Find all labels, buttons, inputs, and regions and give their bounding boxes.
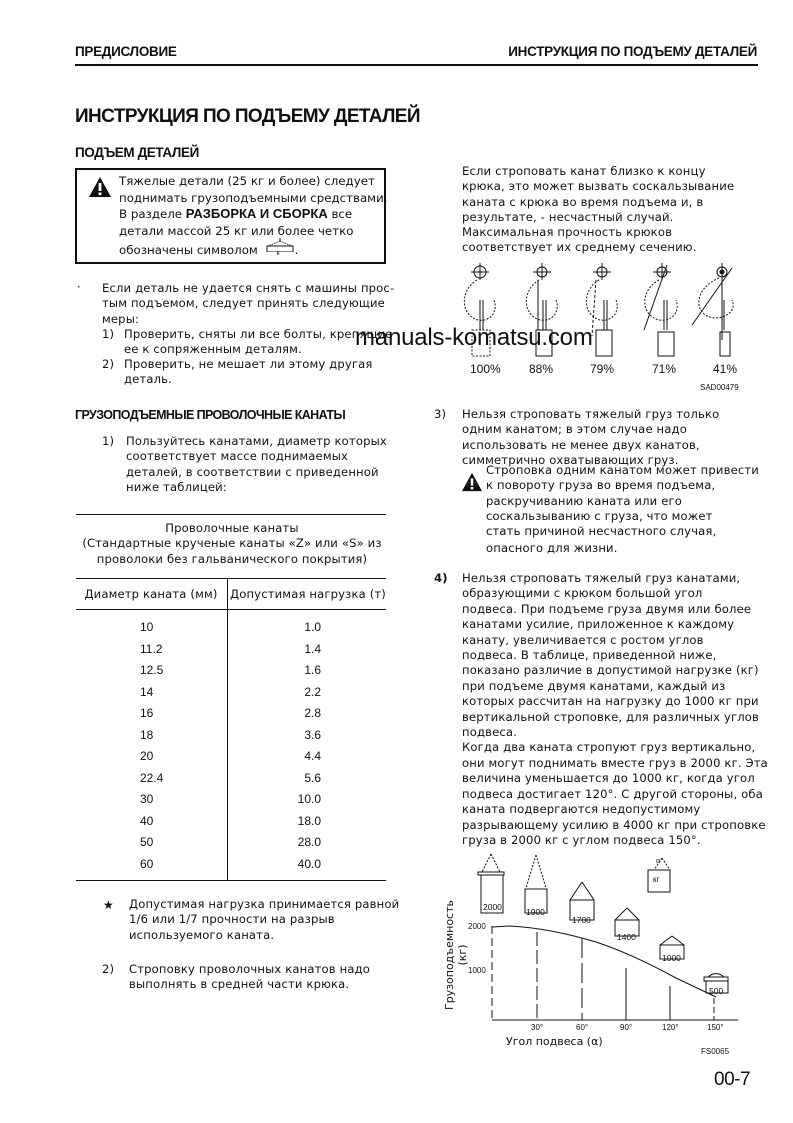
text-line: соответствует их среднему сечению.: [462, 240, 697, 255]
y-tick-label: 2000: [468, 922, 486, 931]
text-line: Нельзя строповать тяжелый груз канатами,: [462, 571, 741, 585]
warning-text: [486, 463, 766, 557]
symbol-label: к: [276, 250, 280, 257]
cell-diameter: 22.4: [140, 770, 164, 785]
caption-line: (Стандартные крученые канаты «Z» или «S» из: [82, 536, 382, 551]
text-line: величина уменьшается до 1000 кг, когда угол: [462, 771, 755, 786]
section-heading-ropes: ГРУЗОПОДЪЕМНЫЕ ПРОВОЛОЧНЫЕ КАНАТЫ: [75, 408, 346, 422]
table-bottom-rule: [76, 880, 386, 881]
text-line: раскручиванию каната или его: [486, 493, 682, 508]
item-text: [462, 407, 762, 468]
step-number: 2): [102, 357, 115, 371]
text-line: тым подъемом, следует принять следующие: [102, 296, 385, 311]
hook-icon: [644, 263, 677, 356]
cell-load: 1.4: [304, 641, 321, 656]
cell-diameter: 40: [140, 813, 154, 828]
capacity-curve: [492, 926, 716, 997]
header-rule: [75, 64, 758, 66]
table-top-rule: [76, 514, 386, 515]
page-title: ИНСТРУКЦИЯ ПО ПОДЪЕМУ ДЕТАЛЕЙ: [75, 106, 420, 127]
x-tick-label: 30°: [531, 1023, 544, 1032]
item-text: [462, 571, 772, 848]
warning-triangle-icon: [460, 472, 484, 492]
cell-load: 1.6: [304, 663, 321, 677]
item-number: 2): [102, 962, 115, 976]
text-line: Максимальная прочность крюков: [462, 225, 673, 240]
warning-line: детали массой 25 кг или более четко: [119, 223, 354, 238]
header-section-right: ИНСТРУКЦИЯ ПО ПОДЪЕМУ ДЕТАЛЕЙ: [508, 44, 757, 59]
capacity-chart: [443, 852, 756, 1062]
cell-load: 1.0: [304, 620, 321, 634]
cell-diameter: 18: [140, 727, 154, 742]
warning-line: [119, 206, 389, 223]
text-line: каната подвергаются недопустимому: [462, 802, 701, 817]
legend-angle-label: α: [656, 858, 661, 865]
section-heading-lifting: ПОДЪЕМ ДЕТАЛЕЙ: [75, 145, 199, 160]
load-label: 1000: [662, 953, 681, 963]
text-line: каната с крюка во время подъема и, в: [462, 194, 704, 209]
item-number: 4): [434, 571, 448, 585]
cell-load: 3.6: [304, 727, 321, 742]
text-line: канату, увеличивается с ростом углов: [462, 632, 704, 647]
text-line: используемого каната.: [129, 927, 275, 942]
x-tick-label: 60°: [576, 1023, 589, 1032]
item-number: 1): [102, 434, 115, 448]
text-line: они могут поднимать вместе груз в 2000 кг. Эта: [462, 755, 768, 770]
cell-load: 40.0: [297, 856, 321, 871]
text-line: меры:: [102, 311, 140, 326]
load-label: 500: [709, 986, 724, 996]
x-axis-title: Угол подвеса (α): [506, 1035, 603, 1048]
figure-code: SAD00479: [700, 383, 739, 392]
column-header-load: Допустимая нагрузка (т): [230, 587, 386, 601]
text-line: соответствует массе поднимаемых: [126, 449, 349, 464]
cell-load: 28.0: [297, 835, 321, 849]
cell-load: 10.0: [297, 792, 321, 806]
table-caption: [74, 521, 390, 567]
warning-triangle-icon: [88, 176, 112, 198]
text-line: деталь.: [124, 372, 172, 387]
hook-percentage: 41%: [713, 362, 738, 376]
caption-line: Проволочные канаты: [165, 521, 299, 535]
page-number: 00-7: [714, 1069, 751, 1090]
text-line: груза в 2000 кг с углом подвеса 150°.: [462, 832, 701, 847]
hook-percentage: 71%: [652, 362, 677, 376]
legend-unit-label: кг: [653, 875, 660, 884]
text-line: деталей, в соответствии с приведенной: [126, 464, 379, 479]
text-line: ее к сопряженным деталям.: [124, 342, 302, 357]
text-line: подвеса. В таблице, приведенной ниже,: [462, 648, 717, 663]
warning-text: [119, 173, 389, 259]
text-line: Строповку проволочных канатов надо: [129, 962, 370, 976]
cell-load: 2.8: [304, 706, 321, 720]
warning-line: обозначены символом к .: [119, 242, 389, 259]
cell-diameter: 14: [140, 684, 154, 699]
header-section-left: ПРЕДИСЛОВИЕ: [75, 44, 177, 59]
load-icon-1900: [525, 855, 547, 913]
cell-load: 18.0: [297, 813, 321, 828]
text-line: выполнять в средней части крюка.: [129, 977, 350, 992]
table-column-divider: [227, 578, 228, 880]
hook-percentage: 79%: [590, 362, 615, 376]
x-tick-label: 90°: [620, 1023, 633, 1032]
item-text: [129, 962, 409, 993]
hook-percentage: 100%: [470, 362, 501, 376]
x-tick-label: 120°: [662, 1023, 679, 1032]
text-line: Строповка одним канатом может привести: [486, 463, 759, 477]
text-line: подвеса достигает 120°. С другой стороны, оба: [462, 786, 763, 801]
warning-line: поднимать грузоподъемными средствами.: [119, 190, 388, 205]
warning-text-post: все: [327, 207, 353, 221]
text-line: которых рассчитан на нагрузку до 1000 кг при: [462, 694, 759, 709]
text-line: при подъеме двумя канатами, каждый из: [462, 678, 726, 693]
cell-diameter: 16: [140, 706, 154, 720]
cell-diameter: 20: [140, 749, 154, 763]
text-line: крюка, это может вызвать соскальзывание: [462, 179, 735, 194]
text-line: ниже таблицей:: [126, 479, 227, 494]
text-line: результате, - несчастный случай.: [462, 209, 674, 224]
text-line: подвеса. При подъеме груза двумя или более: [462, 601, 752, 616]
note-text: [129, 897, 409, 943]
text-line: Когда два каната стропуют груз вертикально,: [462, 740, 756, 755]
cell-load: 4.4: [304, 749, 321, 763]
table-subheader-rule: [76, 609, 386, 610]
cell-diameter: 10: [140, 620, 154, 634]
cell-diameter: 12.5: [140, 663, 164, 677]
warning-line: Тяжелые детали (25 кг и более) следует: [119, 174, 375, 188]
text-line: Допустимая нагрузка принимается равной: [129, 897, 400, 911]
column-header-diameter: Диаметр каната (мм): [84, 587, 218, 601]
y-axis-title: Грузоподъемность (кг): [443, 900, 469, 1011]
hook-icon: [692, 263, 733, 356]
watermark: manuals-komatsu.com: [355, 324, 593, 351]
text-line: одним канатом; в этом случае надо: [462, 422, 687, 437]
step-number: 1): [102, 327, 115, 341]
text-line: подвеса.: [462, 725, 518, 740]
text-line: использовать не менее двух канатов,: [462, 437, 700, 452]
text-line: к повороту груза во время подъема,: [486, 478, 716, 493]
cell-diameter: 11.2: [140, 641, 163, 656]
y-tick-label: 1000: [468, 966, 486, 975]
text-line: соскальзыванию с груза, что может: [486, 508, 713, 523]
load-label: 1400: [617, 932, 636, 942]
figure-code: FS0065: [701, 1047, 730, 1056]
caption-line: проволоки без гальванического покрытия): [96, 551, 368, 566]
cell-diameter: 30: [140, 792, 154, 806]
load-label: 1700: [572, 915, 591, 925]
paragraph-cannot-remove: [102, 281, 402, 327]
text-line: Проверить, сняты ли все болты, крепящие: [124, 327, 393, 341]
text-line: Если деталь не удается снять с машины прос-: [102, 281, 395, 295]
text-line: Если строповать канат близко к концу: [462, 164, 706, 178]
item-number: 3): [434, 407, 447, 421]
text-line: стать причиной несчастного случая,: [486, 524, 717, 539]
item-text: [126, 434, 406, 495]
text-line: Пользуйтесь канатами, диаметр которых: [126, 434, 387, 448]
text-line: Проверить, не мешает ли этому другая: [124, 357, 373, 371]
load-label: 1900: [526, 907, 545, 917]
x-tick-label: 150°: [707, 1023, 724, 1032]
text-line: канатами усилие, приложенное к каждому: [462, 617, 735, 632]
load-label: 2000: [483, 902, 502, 912]
warning-text-pre: В разделе: [119, 207, 186, 221]
star-icon: ★: [103, 898, 114, 912]
text-line: 1/6 или 1/7 прочности на разрыв: [129, 912, 335, 927]
table-header-rule: [76, 578, 386, 579]
warning-text-symbol-intro: обозначены символом: [119, 243, 258, 257]
text-line: образующими с крюком большой угол: [462, 586, 703, 601]
text-line: показано различие в допустимой нагрузке (кг): [462, 663, 759, 678]
text-line: разрывающему усилию в 4000 кг при строповке: [462, 817, 766, 832]
cell-diameter: 60: [140, 856, 154, 871]
text-line: симметрично охватывающих груз.: [462, 452, 679, 467]
step-text: [124, 357, 404, 388]
text-line: опасного для жизни.: [486, 541, 618, 556]
text-line: вертикальной строповке, для различных углов: [462, 709, 759, 724]
section-reference: РАЗБОРКА И СБОРКА: [185, 206, 328, 221]
cell-diameter: 50: [140, 835, 154, 849]
hook-text: [462, 164, 762, 256]
cell-load: 5.6: [304, 770, 321, 785]
hook-percentage: 88%: [529, 362, 554, 376]
cell-load: 2.2: [304, 684, 321, 699]
text-line: Нельзя строповать тяжелый груз только: [462, 407, 720, 421]
bullet-marker: ·: [77, 280, 81, 294]
heavy-part-symbol-icon: [265, 242, 295, 256]
